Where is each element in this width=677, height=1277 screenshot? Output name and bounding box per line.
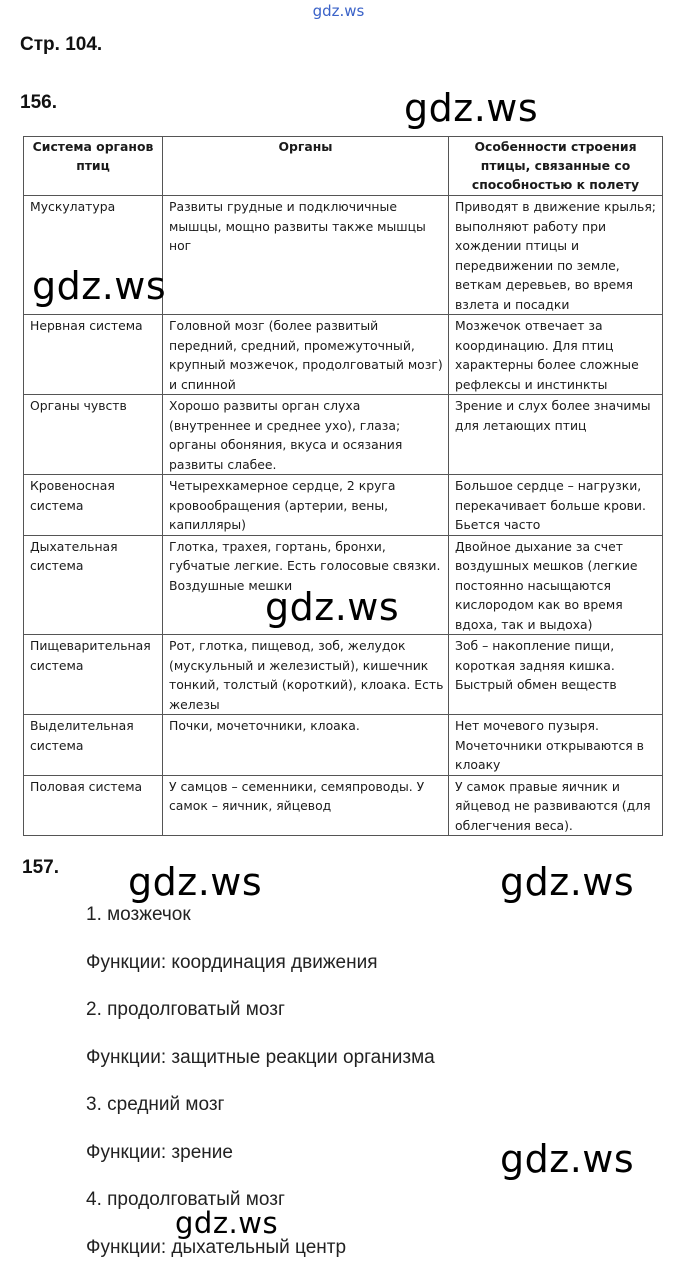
cell-features: У самок правые яичник и яйцевод не развиваются (для облегчения веса). — [449, 775, 663, 836]
header-system: Система органов птиц — [24, 137, 163, 196]
top-watermark: gdz.ws — [312, 2, 365, 20]
watermark: gdz.ws — [128, 860, 263, 904]
watermark: gdz.ws — [404, 86, 539, 130]
cell-features: Зоб – накопление пищи, короткая задняя кишка. Быстрый обмен веществ — [449, 635, 663, 715]
exercise-157-number: 157. — [22, 857, 59, 878]
cell-organs: Почки, мочеточники, клоака. — [163, 715, 449, 776]
cell-organs: Рот, глотка, пищевод, зоб, желудок (мускульный и железистый), кишечник тонкий, толстый (короткий), клоака. Есть железы — [163, 635, 449, 715]
cell-features: Двойное дыхание за счет воздушных мешков (легкие постоянно насыщаются кислородом как во время вдоха, так и выдоха) — [449, 535, 663, 635]
answer-function: Функции: координация движения — [86, 952, 378, 973]
cell-features: Зрение и слух более значимы для летающих птиц — [449, 395, 663, 475]
table-header-row — [24, 137, 663, 196]
header-organs: Органы — [163, 137, 449, 196]
answer-item: 4. продолговатый мозг — [86, 1189, 285, 1210]
cell-system: Половая система — [24, 775, 163, 836]
table-row — [24, 635, 663, 715]
watermark: gdz.ws — [500, 1137, 635, 1181]
table-row — [24, 315, 663, 395]
answer-item: 3. средний мозг — [86, 1094, 225, 1115]
table-row — [24, 395, 663, 475]
answer-item: 1. мозжечок — [86, 904, 191, 925]
cell-features: Большое сердце – нагрузки, перекачивает больше крови. Бьется часто — [449, 475, 663, 536]
cell-system: Пищеварительная система — [24, 635, 163, 715]
bird-organ-systems-table — [23, 136, 663, 836]
cell-organs: Глотка, трахея, гортань, бронхи, губчатые легкие. Есть голосовые связки. Воздушные мешки — [163, 535, 449, 635]
header-features: Особенности строения птицы, связанные со способностью к полету — [449, 137, 663, 196]
cell-system: Мускулатура — [24, 196, 163, 315]
answer-function: Функции: дыхательный центр — [86, 1237, 347, 1258]
table-row — [24, 196, 663, 315]
cell-organs: Головной мозг (более развитый передний, средний, промежуточный, крупный мозжечок, продолговатый мозг) и спинной — [163, 315, 449, 395]
cell-organs: Хорошо развиты орган слуха (внутреннее и среднее ухо), глаза; органы обоняния, вкуса и осязания развиты слабее. — [163, 395, 449, 475]
table-row — [24, 715, 663, 776]
page-label: Стр. 104. — [20, 34, 103, 55]
cell-features: Мозжечок отвечает за координацию. Для птиц характерны более сложные рефлексы и инстинкты — [449, 315, 663, 395]
cell-system: Нервная система — [24, 315, 163, 395]
exercise-156-number: 156. — [20, 92, 57, 113]
watermark: gdz.ws — [175, 1206, 279, 1240]
watermark: gdz.ws — [265, 585, 400, 629]
watermark: gdz.ws — [32, 264, 167, 308]
answer-item: 2. продолговатый мозг — [86, 999, 285, 1020]
watermark: gdz.ws — [500, 860, 635, 904]
table-row — [24, 535, 663, 635]
cell-system: Дыхательная система — [24, 535, 163, 635]
cell-system: Выделительная система — [24, 715, 163, 776]
cell-organs: Четырехкамерное сердце, 2 круга кровообращения (артерии, вены, капилляры) — [163, 475, 449, 536]
cell-features: Нет мочевого пузыря. Мочеточники открываются в клоаку — [449, 715, 663, 776]
table-row — [24, 775, 663, 836]
answer-function: Функции: зрение — [86, 1142, 233, 1163]
table-row — [24, 475, 663, 536]
cell-organs: Развиты грудные и подключичные мышцы, мощно развиты также мышцы ног — [163, 196, 449, 315]
cell-organs: У самцов – семенники, семяпроводы. У самок – яичник, яйцевод — [163, 775, 449, 836]
answer-function: Функции: защитные реакции организма — [86, 1047, 435, 1068]
cell-features: Приводят в движение крылья; выполняют работу при хождении птицы и передвижении по земле, веткам деревьев, во время взлета и посадки — [449, 196, 663, 315]
cell-system: Кровеносная система — [24, 475, 163, 536]
cell-system: Органы чувств — [24, 395, 163, 475]
